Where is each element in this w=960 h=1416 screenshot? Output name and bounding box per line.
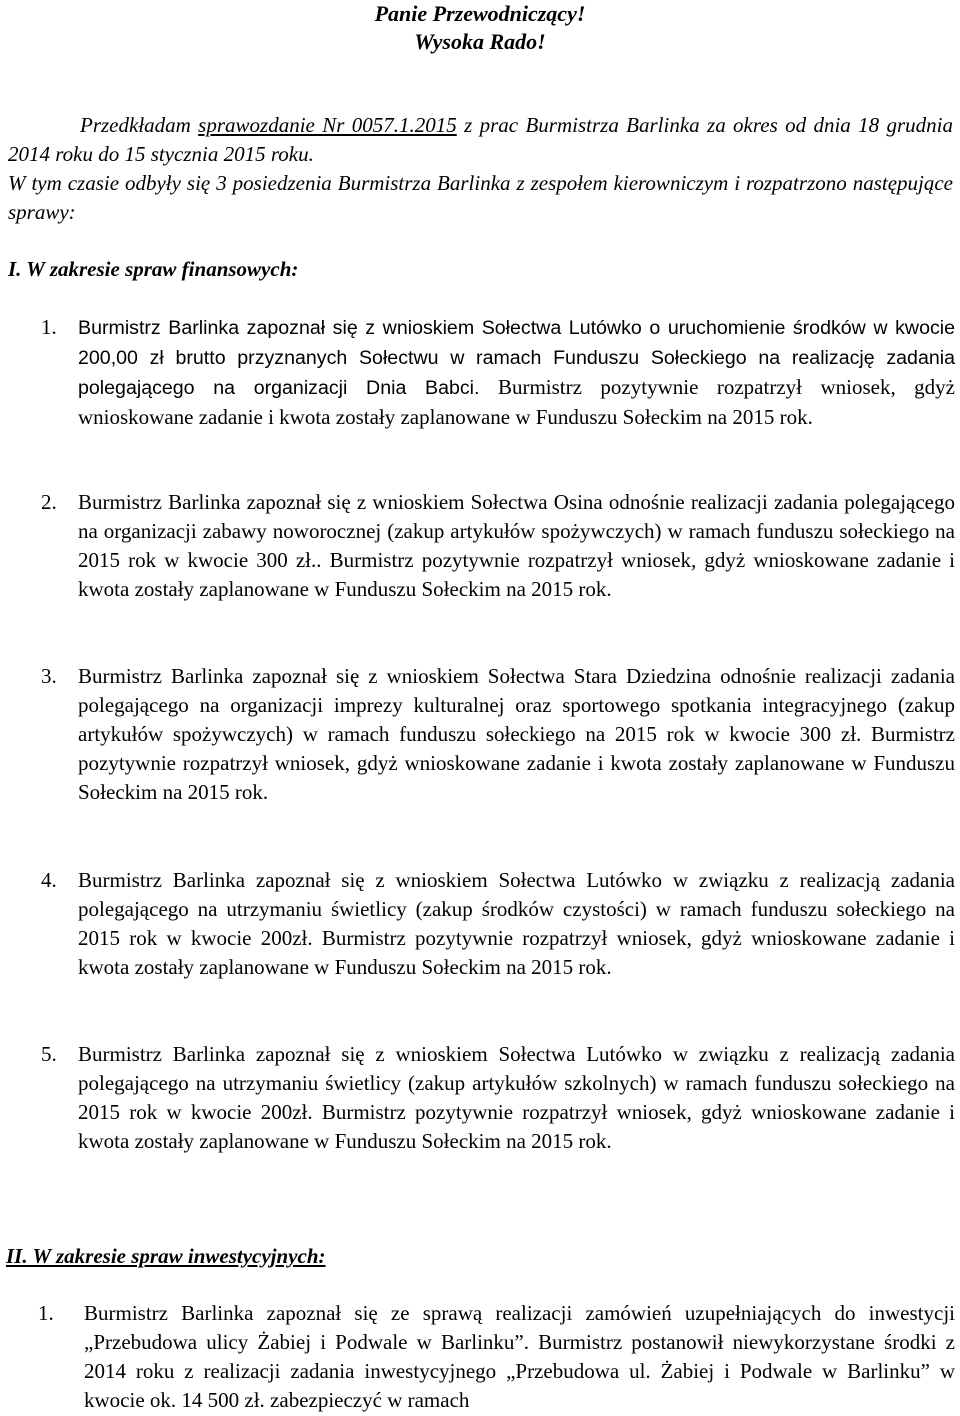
intro-paragraph xyxy=(8,111,953,169)
greeting-line-1: Panie Przewodniczący! xyxy=(374,1,586,26)
list-item xyxy=(41,1040,955,1156)
greeting-line-2: Wysoka Rado! xyxy=(414,29,546,54)
intro-prefix: Przedkładam xyxy=(80,113,199,137)
item-number: 1. xyxy=(41,315,57,339)
list-item xyxy=(41,662,955,807)
report-number: sprawozdanie Nr 0057.1.2015 xyxy=(198,113,457,137)
item-number: 1. xyxy=(38,1301,54,1325)
item-text: Burmistrz Barlinka zapoznał się z wnioskiem Sołectwa Lutówko o uruchomienie środków w kwocie 200,00 zł brutto przyznanych Sołectwu w ramach Funduszu Sołeckiego na realizację zadania polegającego na organizacji Dnia Babci. Burmistrz pozytywnie rozpatrzył wniosek, gdyż wnioskowane zadanie i kwota zostały zaplanowane w Funduszu Sołeckim na 2015 rok. xyxy=(78,317,956,429)
item-text: Burmistrz Barlinka zapoznał się z wnioskiem Sołectwa Lutówko w związku z realizacją zadania polegającego na utrzymaniu świetlicy (zakup artykułów szkolnych) w ramach funduszu sołeckiego na 2015 rok w kwocie 200zł. Burmistrz pozytywnie rozpatrzył wniosek, gdyż wnioskowane zadanie i kwota zostały zaplanowane w Funduszu Sołeckim na 2015 rok. xyxy=(78,1042,955,1153)
item-number: 2. xyxy=(41,490,57,514)
meetings-paragraph: W tym czasie odbyły się 3 posiedzenia Burmistrza Barlinka z zespołem kierowniczym i rozpatrzono następujące sprawy: xyxy=(8,171,953,224)
list-item xyxy=(41,313,956,432)
list-item xyxy=(41,488,955,604)
item-text: Burmistrz Barlinka zapoznał się z wnioskiem Sołectwa Stara Dziedzina odnośnie realizacji zadania polegającego na organizacji imprezy kulturalnej oraz sportowego spotkania integracyjnego (zakup artykułów spożywczych) w ramach funduszu sołeckiego na 2015 rok w kwocie 300 zł. Burmistrz pozytywnie rozpatrzył wniosek, gdyż wnioskowane zadanie i kwota zostały zaplanowane w Funduszu Sołeckim na 2015 rok. xyxy=(78,664,955,804)
section-heading-financial: I. W zakresie spraw finansowych: xyxy=(8,257,299,281)
item-text: Burmistrz Barlinka zapoznał się z wnioskiem Sołectwa Osina odnośnie realizacji zadania polegającego na organizacji zabawy noworocznej (zakup artykułów spożywczych) w ramach funduszu sołeckiego na 2015 rok w kwocie 300 zł.. Burmistrz pozytywnie rozpatrzył wniosek, gdyż wnioskowane zadanie i kwota zostały zaplanowane w Funduszu Sołeckim na 2015 rok. xyxy=(78,490,955,601)
item-number: 4. xyxy=(41,868,57,892)
item-number: 5. xyxy=(41,1042,57,1066)
item-number: 3. xyxy=(41,664,57,688)
item-text: Burmistrz Barlinka zapoznał się z wnioskiem Sołectwa Lutówko w związku z realizacją zadania polegającego na utrzymaniu świetlicy (zakup środków czystości) w ramach funduszu sołeckiego na 2015 rok w kwocie 200zł. Burmistrz pozytywnie rozpatrzył wniosek, gdyż wnioskowane zadanie i kwota zostały zaplanowane w Funduszu Sołeckim na 2015 rok. xyxy=(78,868,955,979)
intro-suffix: z prac Burmistrza Barlinka za okres od dnia 18 grudnia 2014 roku do 15 stycznia 2015 roku. xyxy=(8,113,953,166)
list-item xyxy=(41,866,955,982)
list-item xyxy=(38,1299,955,1415)
section-heading-investment: II. W zakresie spraw inwestycyjnych: xyxy=(6,1244,326,1268)
item-text: Burmistrz Barlinka zapoznał się ze sprawą realizacji zamówień uzupełniających do inwestycji „Przebudowa ulicy Żabiej i Podwale w Barlinku”. Burmistrz postanowił niewykorzystane środki z 2014 roku z realizacji zadania inwestycyjnego „Przebudowa ul. Żabiej i Podwale w Barlinku” w kwocie ok. 14 500 zł. zabezpieczyć w ramach xyxy=(84,1301,955,1412)
